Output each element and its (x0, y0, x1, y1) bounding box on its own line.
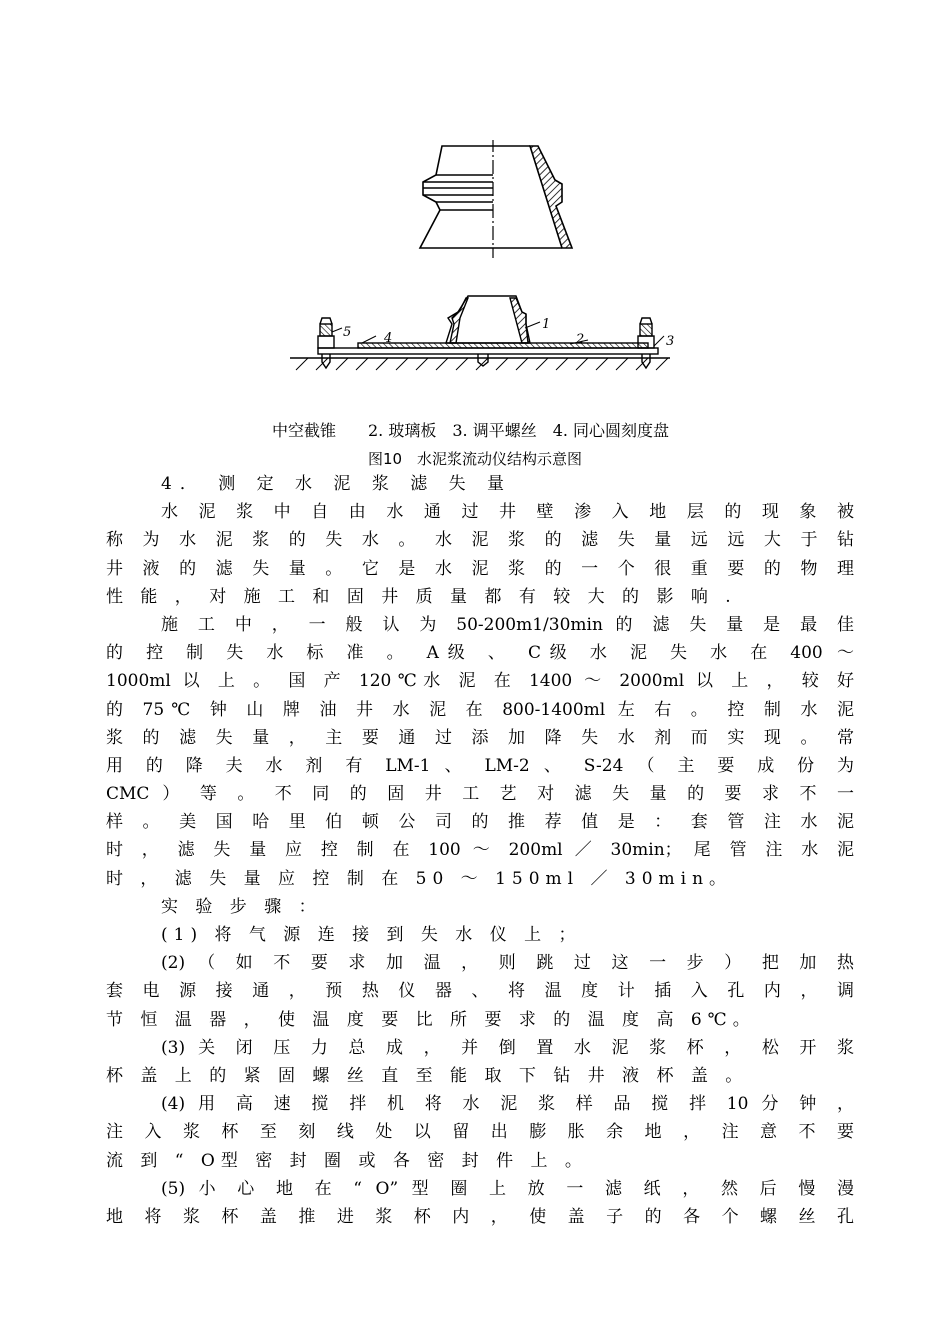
section-heading: 4． 测 定 水 泥 浆 滤 失 量 (161, 474, 513, 494)
body-text (106, 470, 854, 1231)
text-line: 施 工 中 ， 一 般 认 为 50-200m1/30min 的 滤 失 量 是 最 佳 (161, 614, 854, 635)
text-line: (3) 关 闭 压 力 总 成 ， 并 倒 置 水 泥 浆 杯 ， 松 开 浆 (161, 1037, 854, 1058)
text-line: 注 入 浆 杯 至 刻 线 处 以 留 出 膨 胀 余 地 ， 注 意 不 要 (106, 1122, 854, 1143)
figure-label-1: 1 (542, 317, 551, 332)
figure-label-2: 2 (576, 332, 585, 347)
text-line: (4) 用 高 速 搅 拌 机 将 水 泥 浆 样 品 搅 拌 10 分 钟 ， (161, 1094, 854, 1115)
text-line: 节 恒 温 器 ， 使 温 度 要 比 所 要 求 的 温 度 高 6℃。 (106, 1009, 756, 1030)
text-line: 的 75℃ 钟 山 牌 油 井 水 泥 在 800-1400ml 左 右 。 控 制 水 泥 (106, 699, 854, 720)
text-line: 1000ml 以 上 。 国 产 120℃水 泥 在 1400 ～ 2000ml 以 上 ， 较 好 (106, 671, 854, 692)
figure-label-3: 3 (666, 334, 675, 349)
figure-label-5: 5 (343, 325, 352, 340)
figure-caption-parts: 中空截锥 2. 玻璃板 3. 调平螺丝 4. 同心圆刻度盘 (272, 421, 670, 440)
text-line: 实 验 步 骤 ： (161, 896, 322, 917)
text-line: 样 。 美 国 哈 里 伯 顿 公 司 的 推 荐 值 是 ： 套 管 注 水 泥 (106, 812, 854, 833)
text-line: 时 ， 滤 失 量 应 控 制 在 50 ～ 150ml ／ 30min。 (106, 868, 733, 889)
text-line: (2) （ 如 不 要 求 加 温 ， 则 跳 过 这 一 步 ） 把 加 热 (161, 953, 854, 974)
text-line: (1) 将 气 源 连 接 到 失 水 仪 上 ； (161, 925, 582, 945)
text-line: 套 电 源 接 通 ， 预 热 仪 器 、 将 温 度 计 插 入 孔 内 ， 调 (106, 981, 854, 1002)
text-line: 用 的 降 夫 水 剂 有 LM-1 、 LM-2 、 S-24 （ 主 要 成 份 为 (106, 755, 854, 776)
figure-label-4: 4 (384, 331, 393, 346)
text-line: 流 到 “ O型 密 封 圈 或 各 密 封 件 上 。 (106, 1150, 588, 1171)
text-line: 的 控 制 失 水 标 准 。 A级 、 C级 水 泥 失 水 在 400 ～ (106, 643, 854, 664)
text-line: 水 泥 浆 中 自 由 水 通 过 井 壁 渗 入 地 层 的 现 象 被 (161, 502, 854, 523)
text-line: 称 为 水 泥 浆 的 失 水 。 水 泥 浆 的 滤 失 量 远 远 大 于 钻 (106, 530, 854, 551)
text-line: 时 ， 滤 失 量 应 控 制 在 100 ～ 200ml ／ 30min； 尾 管 注 水 泥 (106, 840, 854, 861)
text-line: 地 将 浆 杯 盖 推 进 浆 杯 内 ， 使 盖 子 的 各 个 螺 丝 孔 (106, 1206, 854, 1227)
text-line: 性 能 ， 对 施 工 和 固 井 质 量 都 有 较 大 的 影 响 . (106, 586, 737, 607)
text-line: 井 液 的 滤 失 量 。 它 是 水 泥 浆 的 一 个 很 重 要 的 物 理 (106, 558, 854, 579)
text-line: CMC ） 等 。 不 同 的 固 井 工 艺 对 滤 失 量 的 要 求 不 一 (106, 784, 854, 805)
text-line: 浆 的 滤 失 量 ， 主 要 通 过 添 加 降 失 水 剂 而 实 现 。 常 (106, 727, 854, 748)
text-line: (5) 小 心 地 在 “ O” 型 圈 上 放 一 滤 纸 ， 然 后 慢 漫 (161, 1178, 854, 1199)
figure-caption-title: 图10 水泥浆流动仪结构示意图 (367, 450, 583, 468)
cone-section-drawing (420, 140, 572, 258)
text-line: 杯 盖 上 的 紧 固 螺 丝 直 至 能 取 下 钻 井 液 杯 盖 。 (106, 1065, 749, 1086)
figure-flow-instrument (270, 140, 690, 390)
